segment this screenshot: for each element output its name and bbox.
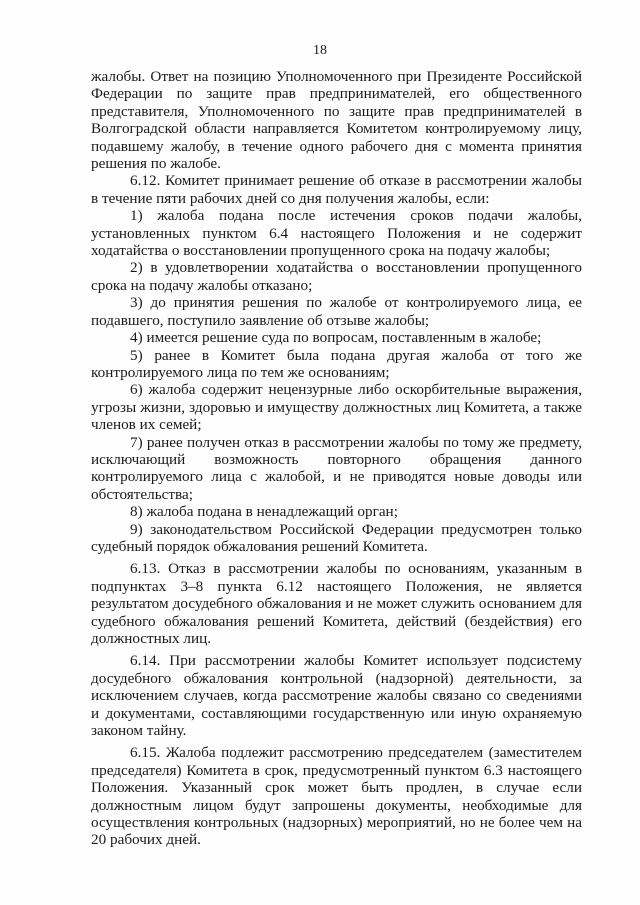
paragraph-6-15: 6.15. Жалоба подлежит рассмотрению председателем (заместителем председателя) Комитета в срок, предусмотренный пунктом 6.3 настоящего Положения. Указанный срок может быть продлен, в случае если должностным лицом будут запрошены документы, необходимые для осуществления контрольных (надзорных) мероприятий, но не более чем на 20 рабочих дней.	[91, 744, 582, 849]
list-item-6: 6) жалоба содержит нецензурные либо оскорбительные выражения, угрозы жизни, здоровью и имуществу должностных лиц Комитета, а также членов их семей;	[91, 381, 582, 434]
list-item-3: 3) до принятия решения по жалобе от контролируемого лица, ее подавшего, поступило заявление об отзыве жалобы;	[91, 294, 582, 329]
list-item-9: 9) законодательством Российской Федерации предусмотрен только судебный порядок обжалования решений Комитета.	[91, 520, 582, 555]
paragraph-6-14: 6.14. При рассмотрении жалобы Комитет использует подсистему досудебного обжалования контрольной (надзорной) деятельности, за исключением случаев, когда рассмотрение жалобы связано со сведениями и документами, составляющими государственную или иную охраняемую законом тайну.	[91, 652, 582, 740]
list-item-7: 7) ранее получен отказ в рассмотрении жалобы по тому же предмету, исключающий возможность повторного обращения данного контролируемого лица с жалобой, и не приводятся новые доводы или обстоятельства;	[91, 433, 582, 503]
list-item-8: 8) жалоба подана в ненадлежащий орган;	[130, 503, 398, 521]
list-item-4: 4) имеется решение суда по вопросам, поставленным в жалобе;	[130, 329, 542, 347]
paragraph-6-12: 6.12. Комитет принимает решение об отказе в рассмотрении жалобы в течение пяти рабочих дней со дня получения жалобы, если:	[91, 172, 582, 207]
paragraph-6-13: 6.13. Отказ в рассмотрении жалобы по основаниям, указанным в подпунктах 3–8 пункта 6.12 настоящего Положения, не является результатом досудебного обжалования и не может служить основанием для судебного обжалования решений Комитета, действий (бездействия) его должностных лиц.	[91, 560, 582, 647]
page-number: 18	[313, 43, 327, 58]
list-item-2: 2) в удовлетворении ходатайства о восстановлении пропущенного срока на подачу жалобы отказано;	[91, 259, 582, 294]
paragraph-continuation: жалобы. Ответ на позицию Уполномоченного при Президенте Российской Федерации по защите прав предпринимателей, его общественного представителя, Уполномоченного по защите прав предпринимателей в Волгоградской области направляется Комитетом контролируемому лицу, подавшему жалобу, в течение одного рабочего дня с момента принятия решения по жалобе.	[91, 68, 582, 173]
list-item-1: 1) жалоба подана после истечения сроков подачи жалобы, установленных пунктом 6.4 настоящего Положения и не содержит ходатайства о восстановлении пропущенного срока на подачу жалобы;	[91, 207, 582, 260]
document-body	[91, 68, 582, 849]
list-item-5: 5) ранее в Комитет была подана другая жалоба от того же контролируемого лица по тем же основаниям;	[91, 346, 582, 381]
